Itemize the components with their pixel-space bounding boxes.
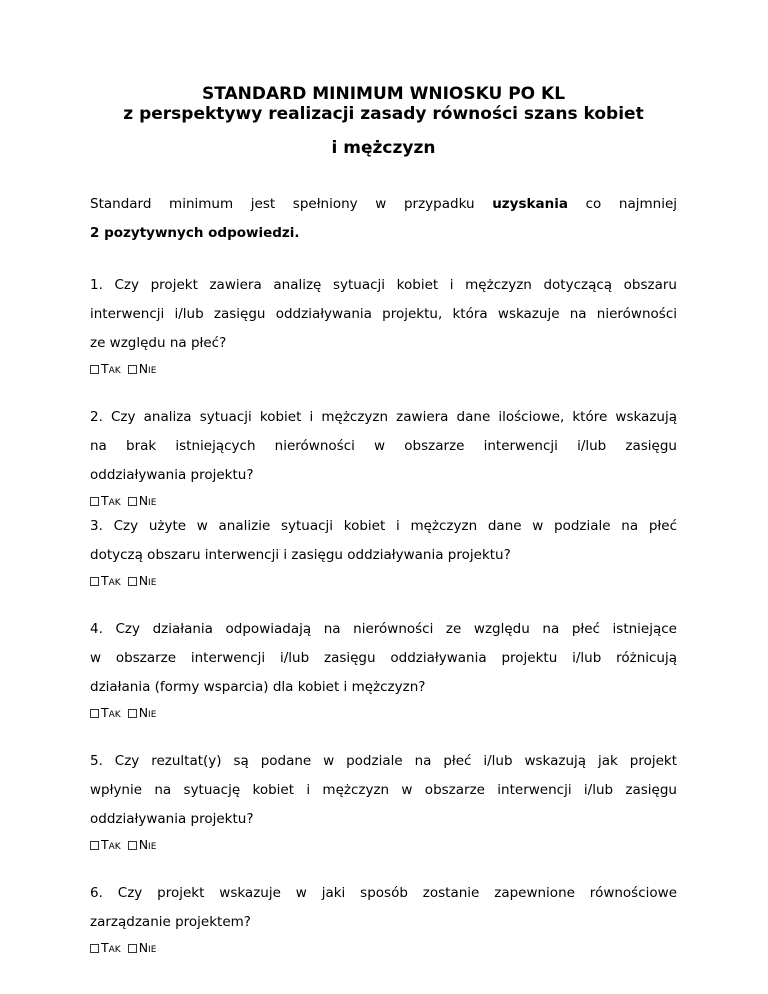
checkbox-icon[interactable] bbox=[128, 709, 137, 718]
option-no[interactable] bbox=[128, 358, 157, 380]
answers-question-1 bbox=[90, 358, 677, 380]
checkbox-icon[interactable] bbox=[90, 944, 99, 953]
answers-question-2 bbox=[90, 490, 677, 512]
checkbox-icon[interactable] bbox=[128, 365, 137, 374]
checkbox-icon[interactable] bbox=[90, 365, 99, 374]
question-line: oddziaływania projektu? bbox=[90, 467, 254, 483]
question-line: 2. Czy analiza sytuacji kobiet i mężczyzn zawiera dane ilościowe, które wskazują bbox=[90, 409, 677, 425]
option-yes-label: Tak bbox=[101, 361, 121, 376]
checkbox-icon[interactable] bbox=[128, 841, 137, 850]
question-line: działania (formy wsparcia) dla kobiet i mężczyzn? bbox=[90, 679, 426, 695]
option-yes[interactable] bbox=[90, 937, 121, 959]
intro-text-prefix: Standard minimum jest spełniony w przypadku bbox=[90, 196, 493, 212]
option-no-label: Nie bbox=[138, 493, 157, 508]
question-line: wpłynie na sytuację kobiet i mężczyzn w obszarze interwencji i/lub zasięgu bbox=[90, 782, 677, 798]
question-line: na brak istniejących nierówności w obszarze interwencji i/lub zasięgu bbox=[90, 438, 677, 454]
checkbox-icon[interactable] bbox=[128, 497, 137, 506]
title-line-2: z perspektywy realizacji zasady równości szans kobiet bbox=[123, 104, 644, 124]
checkbox-icon[interactable] bbox=[90, 577, 99, 586]
question-3 bbox=[90, 512, 677, 570]
question-line: interwencji i/lub zasięgu oddziaływania projektu, która wskazuje na nierówności bbox=[90, 306, 677, 322]
option-yes-label: Tak bbox=[101, 705, 121, 720]
answers-question-5 bbox=[90, 834, 677, 856]
intro-text-bold: uzyskania bbox=[492, 196, 568, 212]
option-no[interactable] bbox=[128, 490, 157, 512]
option-yes[interactable] bbox=[90, 490, 121, 512]
answers-question-3 bbox=[90, 570, 677, 592]
answers-question-4 bbox=[90, 702, 677, 724]
question-4 bbox=[90, 615, 677, 702]
option-no[interactable] bbox=[128, 834, 157, 856]
option-no-label: Nie bbox=[138, 705, 157, 720]
title-line-3: i mężczyzn bbox=[331, 138, 436, 158]
question-line: 5. Czy rezultat(y) są podane w podziale na płeć i/lub wskazują jak projekt bbox=[90, 753, 677, 769]
question-line: ze względu na płeć? bbox=[90, 335, 227, 351]
option-yes-label: Tak bbox=[101, 493, 121, 508]
question-6 bbox=[90, 879, 677, 937]
option-no[interactable] bbox=[128, 702, 157, 724]
option-yes[interactable] bbox=[90, 570, 121, 592]
answers-question-6 bbox=[90, 937, 677, 959]
checkbox-icon[interactable] bbox=[90, 497, 99, 506]
question-line: oddziaływania projektu? bbox=[90, 811, 254, 827]
question-5 bbox=[90, 747, 677, 834]
option-no-label: Nie bbox=[138, 573, 157, 588]
question-line: 1. Czy projekt zawiera analizę sytuacji kobiet i mężczyzn dotyczącą obszaru bbox=[90, 277, 677, 293]
question-line: 4. Czy działania odpowiadają na nierówności ze względu na płeć istniejące bbox=[90, 621, 677, 637]
option-yes-label: Tak bbox=[101, 940, 121, 955]
question-line: zarządzanie projektem? bbox=[90, 914, 251, 930]
document-page bbox=[90, 84, 677, 959]
question-line: dotyczą obszaru interwencji i zasięgu oddziaływania projektu? bbox=[90, 547, 511, 563]
option-no[interactable] bbox=[128, 570, 157, 592]
option-yes-label: Tak bbox=[101, 573, 121, 588]
option-no-label: Nie bbox=[138, 837, 157, 852]
option-yes-label: Tak bbox=[101, 837, 121, 852]
question-1 bbox=[90, 271, 677, 358]
checkbox-icon[interactable] bbox=[90, 709, 99, 718]
checkbox-icon[interactable] bbox=[90, 841, 99, 850]
document-title bbox=[90, 84, 677, 124]
checkbox-icon[interactable] bbox=[128, 577, 137, 586]
option-no-label: Nie bbox=[138, 940, 157, 955]
option-yes[interactable] bbox=[90, 358, 121, 380]
intro-paragraph bbox=[90, 190, 677, 248]
question-line: 3. Czy użyte w analizie sytuacji kobiet i mężczyzn dane w podziale na płeć bbox=[90, 518, 677, 534]
question-2 bbox=[90, 403, 677, 490]
option-no[interactable] bbox=[128, 937, 157, 959]
intro-line-1 bbox=[90, 190, 677, 219]
question-line: 6. Czy projekt wskazuje w jaki sposób zostanie zapewnione równościowe bbox=[90, 885, 677, 901]
checkbox-icon[interactable] bbox=[128, 944, 137, 953]
option-yes[interactable] bbox=[90, 702, 121, 724]
question-line: w obszarze interwencji i/lub zasięgu oddziaływania projektu i/lub różnicują bbox=[90, 650, 677, 666]
option-no-label: Nie bbox=[138, 361, 157, 376]
intro-text-suffix: co najmniej bbox=[567, 196, 677, 212]
intro-line-2: 2 pozytywnych odpowiedzi. bbox=[90, 225, 300, 241]
title-line-1: STANDARD MINIMUM WNIOSKU PO KL bbox=[201, 84, 566, 104]
option-yes[interactable] bbox=[90, 834, 121, 856]
